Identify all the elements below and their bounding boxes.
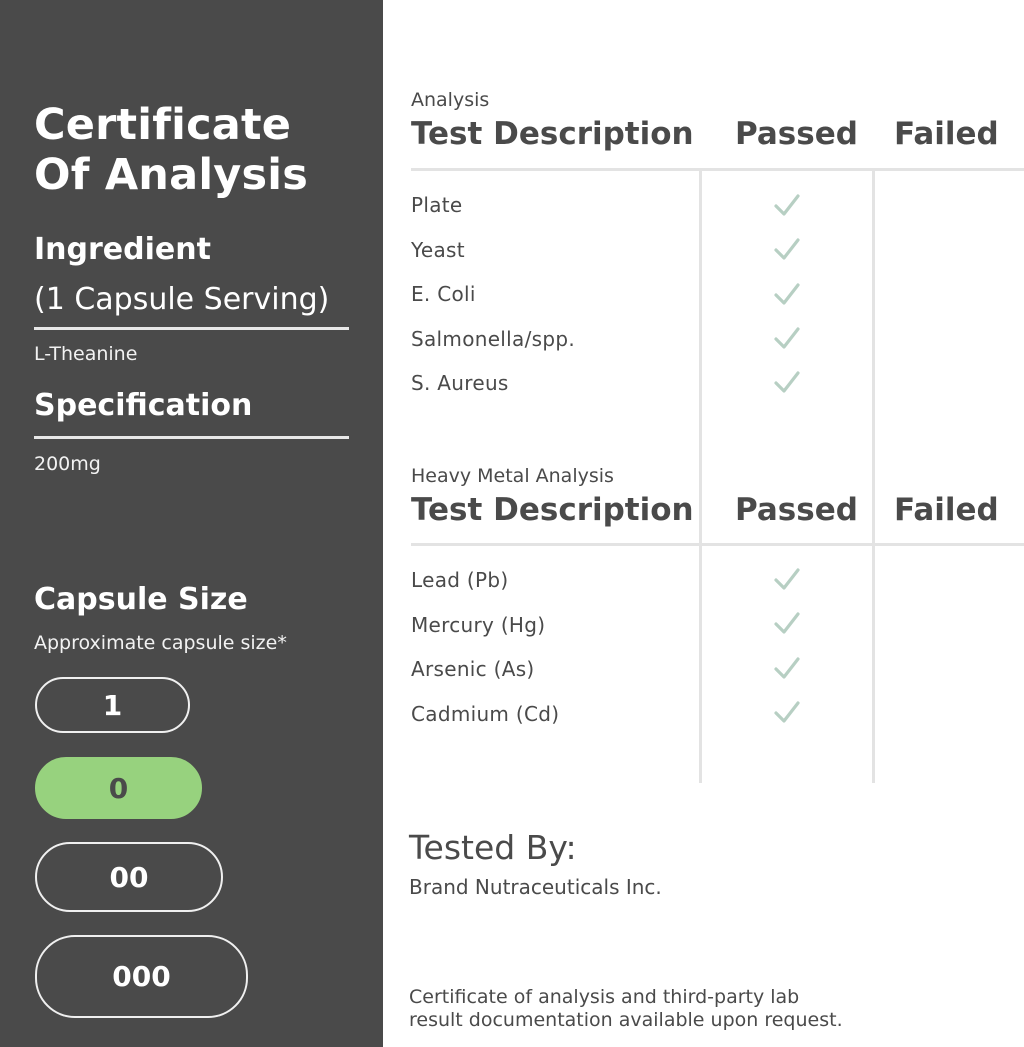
tested-by-heading: Tested By: — [409, 828, 577, 867]
specification-divider — [34, 436, 349, 439]
analysis-col-failed: Failed — [894, 116, 999, 152]
analysis-col-test-description: Test Description — [411, 116, 694, 152]
check-icon — [773, 698, 801, 726]
heavy-metal-col-test-description: Test Description — [411, 492, 694, 528]
footer-note — [409, 986, 929, 1032]
capsule-size-00[interactable]: 00 — [35, 842, 223, 912]
capsule-size-0[interactable]: 0 — [35, 757, 202, 819]
analysis-header-divider — [411, 168, 1024, 171]
title-line-1: Certificate — [34, 100, 292, 150]
heavy-metal-row-arsenic: Arsenic (As) — [411, 657, 535, 681]
analysis-section-label: Analysis — [411, 89, 490, 111]
analysis-row-plate: Plate — [411, 193, 463, 217]
analysis-col-passed: Passed — [735, 116, 858, 152]
check-icon — [773, 368, 801, 396]
column-divider-failed — [872, 170, 875, 783]
check-icon — [773, 565, 801, 593]
tested-by-value: Brand Nutraceuticals Inc. — [409, 875, 662, 899]
left-panel — [0, 0, 383, 1047]
title-line-2: Of Analysis — [34, 150, 309, 200]
heavy-metal-col-failed: Failed — [894, 492, 999, 528]
capsule-size-000[interactable]: 000 — [35, 935, 248, 1018]
heavy-metal-header-divider — [411, 543, 1024, 546]
analysis-row-yeast: Yeast — [411, 238, 465, 262]
page-title — [34, 100, 364, 200]
analysis-row-salmonella: Salmonella/spp. — [411, 327, 575, 351]
ingredient-value: L-Theanine — [34, 343, 138, 365]
analysis-row-ecoli: E. Coli — [411, 282, 476, 306]
capsule-size-heading: Capsule Size — [34, 582, 248, 617]
check-icon — [773, 235, 801, 263]
heavy-metal-col-passed: Passed — [735, 492, 858, 528]
heavy-metal-section-label: Heavy Metal Analysis — [411, 465, 614, 487]
heavy-metal-row-cadmium: Cadmium (Cd) — [411, 702, 560, 726]
footer-note-line-2: result documentation available upon request. — [409, 1009, 843, 1031]
check-icon — [773, 609, 801, 637]
ingredient-divider — [34, 327, 349, 330]
column-divider-passed — [699, 170, 702, 783]
capsule-size-subheading: Approximate capsule size* — [34, 632, 287, 654]
ingredient-heading: Ingredient — [34, 232, 211, 267]
check-icon — [773, 654, 801, 682]
serving-heading: (1 Capsule Serving) — [34, 282, 330, 317]
check-icon — [773, 191, 801, 219]
check-icon — [773, 324, 801, 352]
heavy-metal-row-lead: Lead (Pb) — [411, 568, 509, 592]
check-icon — [773, 280, 801, 308]
heavy-metal-row-mercury: Mercury (Hg) — [411, 613, 546, 637]
capsule-size-1[interactable]: 1 — [35, 677, 190, 733]
footer-note-line-1: Certificate of analysis and third-party lab — [409, 986, 800, 1008]
analysis-row-saureus: S. Aureus — [411, 371, 509, 395]
results-panel — [383, 0, 1024, 1047]
specification-heading: Specification — [34, 388, 253, 423]
specification-value: 200mg — [34, 453, 101, 475]
